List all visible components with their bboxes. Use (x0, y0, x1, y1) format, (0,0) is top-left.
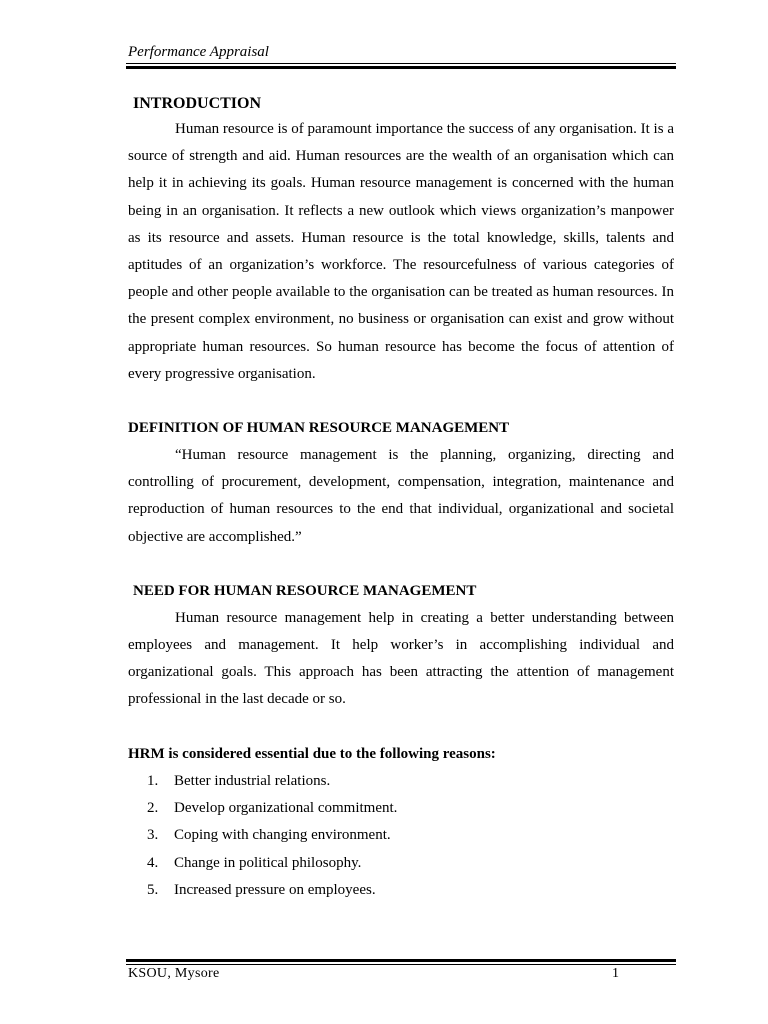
section-gap (128, 388, 674, 415)
definition-paragraph: “Human resource management is the planning, organizing, directing and controlling of procurement, development, compensation, integration, maintenance and reproduction of human resources to the end that individual, organizational and societal objective are accomplished.” (128, 447, 674, 545)
list-item (128, 850, 674, 877)
need-heading: NEED FOR HUMAN RESOURCE MANAGEMENT (133, 582, 477, 599)
section-gap (128, 714, 674, 741)
footer-rule-thick (126, 959, 676, 962)
introduction-heading: INTRODUCTION (133, 95, 262, 112)
list-item-number: 4. (147, 854, 159, 871)
list-item-number: 1. (147, 772, 159, 789)
list-item-text: Increased pressure on employees. (174, 881, 376, 898)
list-item (128, 768, 674, 795)
list-item-text: Coping with changing environment. (174, 827, 391, 844)
list-item (128, 822, 674, 849)
header-rule-thick (126, 66, 676, 69)
document-body (128, 92, 674, 904)
definition-heading: DEFINITION OF HUMAN RESOURCE MANAGEMENT (128, 420, 510, 437)
list-item-text: Better industrial relations. (174, 772, 331, 789)
page-number: 1 (612, 966, 619, 981)
need-paragraph: Human resource management help in creating a better understanding between employees and management. It help worker’s in accomplishing individual and organizational goals. This approach has been attracting the attention of management professional in the last decade or so. (128, 609, 674, 708)
section-gap (128, 551, 674, 578)
list-item (128, 795, 674, 822)
list-item (128, 877, 674, 904)
reasons-heading: HRM is considered essential due to the following reasons: (128, 745, 496, 762)
list-item-number: 3. (147, 827, 159, 844)
list-item-number: 5. (147, 881, 159, 898)
running-header: Performance Appraisal (128, 44, 269, 60)
list-item-text: Develop organizational commitment. (174, 799, 398, 816)
reasons-list (128, 768, 674, 904)
list-item-text: Change in political philosophy. (174, 854, 362, 871)
footer-institution: KSOU, Mysore (128, 966, 220, 981)
introduction-paragraph: Human resource is of paramount importance the success of any organisation. It is a source of strength and aid. Human resources are the wealth of an organisation which can help it in achieving its goals. Human resource management is concerned with the human being in an organisation. It reflects a new outlook which views organization’s manpower as its resource and assets. Human resource is the total knowledge, skills, talents and aptitudes of an organization’s workforce. The resourcefulness of various categories of people and other people available to the organisation can be treated as human resources. In the present complex environment, no business or organisation can exist and grow without appropriate human resources. So human resource has become the focus of attention of every progressive organisation. (128, 121, 674, 382)
list-item-number: 2. (147, 799, 159, 816)
header-rule-thin (126, 63, 676, 64)
